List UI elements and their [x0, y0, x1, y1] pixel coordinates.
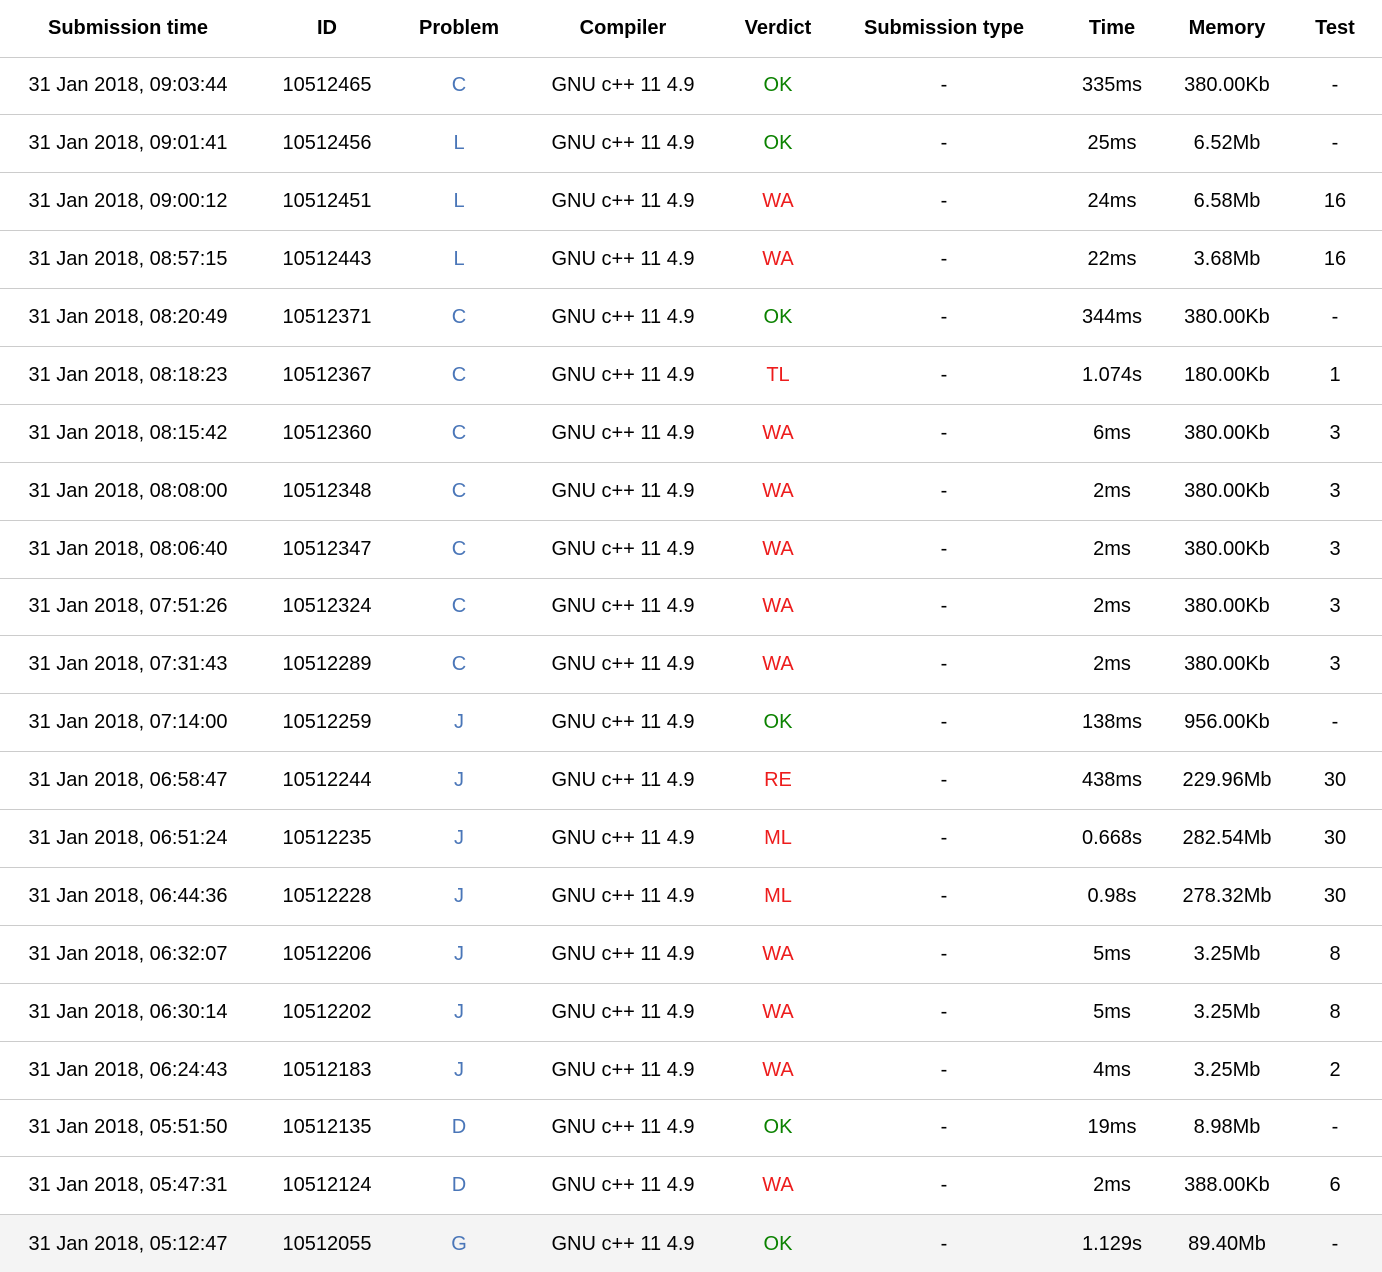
cell-test: 1: [1288, 346, 1382, 404]
cell-verdict: WA: [726, 231, 830, 289]
cell-time-submitted: 31 Jan 2018, 06:58:47: [0, 752, 256, 810]
cell-test: 3: [1288, 404, 1382, 462]
cell-time: 5ms: [1058, 925, 1166, 983]
cell-time: 6ms: [1058, 404, 1166, 462]
cell-verdict: WA: [726, 1041, 830, 1099]
cell-problem: [398, 173, 520, 231]
cell-submission-type: -: [830, 578, 1058, 636]
cell-test: 2: [1288, 1041, 1382, 1099]
table-row: [0, 925, 1382, 983]
column-header-id: ID: [256, 0, 398, 57]
cell-time-submitted: 31 Jan 2018, 05:47:31: [0, 1157, 256, 1215]
table-row: [0, 636, 1382, 694]
problem-link[interactable]: C: [451, 74, 467, 97]
cell-submission-type: -: [830, 694, 1058, 752]
problem-link[interactable]: J: [454, 769, 464, 792]
cell-verdict: OK: [726, 115, 830, 173]
cell-time-submitted: 31 Jan 2018, 06:51:24: [0, 810, 256, 868]
cell-memory: 8.98Mb: [1166, 1099, 1288, 1157]
cell-problem: [398, 1215, 520, 1272]
cell-problem: [398, 983, 520, 1041]
cell-time: 22ms: [1058, 231, 1166, 289]
cell-submission-type: -: [830, 231, 1058, 289]
cell-memory: 380.00Kb: [1166, 578, 1288, 636]
cell-problem: [398, 115, 520, 173]
cell-problem: [398, 752, 520, 810]
cell-test: -: [1288, 694, 1382, 752]
cell-verdict: TL: [726, 346, 830, 404]
cell-time: 24ms: [1058, 173, 1166, 231]
cell-id: 10512371: [256, 289, 398, 347]
problem-link[interactable]: C: [451, 421, 467, 444]
cell-submission-type: -: [830, 1157, 1058, 1215]
table-body: [0, 57, 1382, 1272]
cell-time-submitted: 31 Jan 2018, 09:03:44: [0, 57, 256, 115]
problem-link[interactable]: C: [451, 537, 467, 560]
cell-id: 10512465: [256, 57, 398, 115]
cell-time: 1.129s: [1058, 1215, 1166, 1272]
table-row: [0, 983, 1382, 1041]
column-header-time: Time: [1058, 0, 1166, 57]
cell-test: 3: [1288, 520, 1382, 578]
cell-submission-type: -: [830, 1041, 1058, 1099]
problem-link[interactable]: C: [451, 653, 467, 676]
cell-time-submitted: 31 Jan 2018, 08:15:42: [0, 404, 256, 462]
table-row: [0, 867, 1382, 925]
cell-verdict: WA: [726, 173, 830, 231]
table-row: [0, 1215, 1382, 1272]
cell-compiler: GNU c++ 11 4.9: [520, 1157, 726, 1215]
cell-id: 10512135: [256, 1099, 398, 1157]
cell-compiler: GNU c++ 11 4.9: [520, 404, 726, 462]
cell-test: 30: [1288, 810, 1382, 868]
cell-time: 0.668s: [1058, 810, 1166, 868]
cell-time-submitted: 31 Jan 2018, 09:00:12: [0, 173, 256, 231]
cell-compiler: GNU c++ 11 4.9: [520, 810, 726, 868]
cell-memory: 380.00Kb: [1166, 404, 1288, 462]
cell-verdict: OK: [726, 1099, 830, 1157]
cell-verdict: WA: [726, 520, 830, 578]
cell-id: 10512456: [256, 115, 398, 173]
cell-id: 10512451: [256, 173, 398, 231]
cell-test: 30: [1288, 752, 1382, 810]
cell-memory: 282.54Mb: [1166, 810, 1288, 868]
cell-memory: 956.00Kb: [1166, 694, 1288, 752]
cell-time: 344ms: [1058, 289, 1166, 347]
table-row: [0, 346, 1382, 404]
table-row: [0, 462, 1382, 520]
cell-problem: [398, 1099, 520, 1157]
cell-memory: 3.68Mb: [1166, 231, 1288, 289]
cell-compiler: GNU c++ 11 4.9: [520, 578, 726, 636]
cell-submission-type: -: [830, 346, 1058, 404]
column-header-time-submitted: Submission time: [0, 0, 256, 57]
cell-id: 10512443: [256, 231, 398, 289]
cell-problem: [398, 231, 520, 289]
cell-memory: 3.25Mb: [1166, 925, 1288, 983]
cell-time-submitted: 31 Jan 2018, 06:32:07: [0, 925, 256, 983]
cell-time: 138ms: [1058, 694, 1166, 752]
cell-test: 3: [1288, 636, 1382, 694]
cell-time-submitted: 31 Jan 2018, 09:01:41: [0, 115, 256, 173]
problem-link[interactable]: L: [453, 248, 465, 271]
problem-link[interactable]: C: [451, 595, 467, 618]
cell-time-submitted: 31 Jan 2018, 05:51:50: [0, 1099, 256, 1157]
cell-time: 2ms: [1058, 520, 1166, 578]
cell-time-submitted: 31 Jan 2018, 08:08:00: [0, 462, 256, 520]
column-header-verdict: Verdict: [726, 0, 830, 57]
cell-compiler: GNU c++ 11 4.9: [520, 1041, 726, 1099]
cell-memory: 6.52Mb: [1166, 115, 1288, 173]
cell-compiler: GNU c++ 11 4.9: [520, 1099, 726, 1157]
cell-test: -: [1288, 289, 1382, 347]
cell-submission-type: -: [830, 115, 1058, 173]
cell-time: 5ms: [1058, 983, 1166, 1041]
cell-verdict: WA: [726, 404, 830, 462]
column-header-compiler: Compiler: [520, 0, 726, 57]
cell-time-submitted: 31 Jan 2018, 07:14:00: [0, 694, 256, 752]
cell-id: 10512124: [256, 1157, 398, 1215]
cell-test: -: [1288, 1099, 1382, 1157]
column-header-problem: Problem: [398, 0, 520, 57]
table-row: [0, 404, 1382, 462]
table-row: [0, 57, 1382, 115]
cell-time-submitted: 31 Jan 2018, 08:18:23: [0, 346, 256, 404]
problem-link[interactable]: J: [454, 942, 464, 965]
cell-memory: 380.00Kb: [1166, 289, 1288, 347]
cell-compiler: GNU c++ 11 4.9: [520, 1215, 726, 1272]
cell-memory: 3.25Mb: [1166, 983, 1288, 1041]
table-row: [0, 694, 1382, 752]
table-row: [0, 173, 1382, 231]
problem-link[interactable]: C: [451, 363, 467, 386]
cell-problem: [398, 289, 520, 347]
cell-problem: [398, 346, 520, 404]
cell-id: 10512183: [256, 1041, 398, 1099]
cell-test: 6: [1288, 1157, 1382, 1215]
problem-link[interactable]: J: [454, 711, 464, 734]
problem-link[interactable]: C: [451, 479, 467, 502]
cell-submission-type: -: [830, 867, 1058, 925]
cell-memory: 380.00Kb: [1166, 520, 1288, 578]
problem-link[interactable]: D: [451, 1116, 467, 1139]
cell-id: 10512055: [256, 1215, 398, 1272]
column-header-test: Test: [1288, 0, 1382, 57]
column-header-submission-type: Submission type: [830, 0, 1058, 57]
cell-compiler: GNU c++ 11 4.9: [520, 462, 726, 520]
cell-test: 30: [1288, 867, 1382, 925]
problem-link[interactable]: J: [454, 1058, 464, 1081]
cell-problem: [398, 925, 520, 983]
cell-compiler: GNU c++ 11 4.9: [520, 520, 726, 578]
cell-test: 16: [1288, 173, 1382, 231]
cell-submission-type: -: [830, 520, 1058, 578]
cell-compiler: GNU c++ 11 4.9: [520, 115, 726, 173]
cell-time-submitted: 31 Jan 2018, 06:44:36: [0, 867, 256, 925]
cell-time: 2ms: [1058, 462, 1166, 520]
cell-time-submitted: 31 Jan 2018, 08:06:40: [0, 520, 256, 578]
cell-time-submitted: 31 Jan 2018, 07:31:43: [0, 636, 256, 694]
table-row: [0, 1041, 1382, 1099]
cell-test: -: [1288, 115, 1382, 173]
cell-compiler: GNU c++ 11 4.9: [520, 925, 726, 983]
cell-verdict: OK: [726, 694, 830, 752]
table-row: [0, 289, 1382, 347]
cell-problem: [398, 578, 520, 636]
problem-link[interactable]: J: [454, 1000, 464, 1023]
cell-test: 3: [1288, 462, 1382, 520]
problem-link[interactable]: G: [451, 1232, 467, 1255]
cell-time: 4ms: [1058, 1041, 1166, 1099]
cell-compiler: GNU c++ 11 4.9: [520, 173, 726, 231]
cell-id: 10512367: [256, 346, 398, 404]
cell-problem: [398, 462, 520, 520]
cell-submission-type: -: [830, 1099, 1058, 1157]
cell-problem: [398, 57, 520, 115]
cell-compiler: GNU c++ 11 4.9: [520, 752, 726, 810]
cell-compiler: GNU c++ 11 4.9: [520, 694, 726, 752]
cell-compiler: GNU c++ 11 4.9: [520, 346, 726, 404]
cell-problem: [398, 810, 520, 868]
problem-link[interactable]: L: [453, 190, 465, 213]
cell-submission-type: -: [830, 636, 1058, 694]
cell-id: 10512259: [256, 694, 398, 752]
cell-time: 335ms: [1058, 57, 1166, 115]
cell-time: 438ms: [1058, 752, 1166, 810]
cell-compiler: GNU c++ 11 4.9: [520, 983, 726, 1041]
cell-problem: [398, 636, 520, 694]
cell-id: 10512228: [256, 867, 398, 925]
cell-problem: [398, 867, 520, 925]
cell-compiler: GNU c++ 11 4.9: [520, 636, 726, 694]
cell-verdict: WA: [726, 462, 830, 520]
cell-time-submitted: 31 Jan 2018, 06:30:14: [0, 983, 256, 1041]
cell-compiler: GNU c++ 11 4.9: [520, 57, 726, 115]
cell-compiler: GNU c++ 11 4.9: [520, 867, 726, 925]
cell-verdict: ML: [726, 810, 830, 868]
cell-id: 10512324: [256, 578, 398, 636]
cell-verdict: WA: [726, 983, 830, 1041]
column-header-memory: Memory: [1166, 0, 1288, 57]
cell-problem: [398, 694, 520, 752]
table-row: [0, 810, 1382, 868]
cell-submission-type: -: [830, 752, 1058, 810]
cell-id: 10512289: [256, 636, 398, 694]
table-header-row: [0, 0, 1382, 57]
cell-memory: 380.00Kb: [1166, 636, 1288, 694]
cell-time-submitted: 31 Jan 2018, 07:51:26: [0, 578, 256, 636]
cell-time: 1.074s: [1058, 346, 1166, 404]
cell-submission-type: -: [830, 173, 1058, 231]
cell-verdict: WA: [726, 925, 830, 983]
problem-link[interactable]: L: [453, 132, 465, 155]
cell-submission-type: -: [830, 810, 1058, 868]
cell-time: 2ms: [1058, 578, 1166, 636]
cell-memory: 388.00Kb: [1166, 1157, 1288, 1215]
cell-memory: 229.96Mb: [1166, 752, 1288, 810]
cell-problem: [398, 1041, 520, 1099]
cell-time-submitted: 31 Jan 2018, 05:12:47: [0, 1215, 256, 1272]
cell-id: 10512235: [256, 810, 398, 868]
cell-test: 8: [1288, 983, 1382, 1041]
cell-id: 10512360: [256, 404, 398, 462]
cell-memory: 6.58Mb: [1166, 173, 1288, 231]
problem-link[interactable]: J: [454, 827, 464, 850]
cell-test: -: [1288, 57, 1382, 115]
cell-id: 10512244: [256, 752, 398, 810]
cell-memory: 380.00Kb: [1166, 57, 1288, 115]
cell-time-submitted: 31 Jan 2018, 08:57:15: [0, 231, 256, 289]
table-row: [0, 578, 1382, 636]
cell-submission-type: -: [830, 404, 1058, 462]
cell-test: 8: [1288, 925, 1382, 983]
cell-verdict: WA: [726, 578, 830, 636]
problem-link[interactable]: J: [454, 884, 464, 907]
cell-memory: 89.40Mb: [1166, 1215, 1288, 1272]
cell-submission-type: -: [830, 1215, 1058, 1272]
table-row: [0, 231, 1382, 289]
table-row: [0, 115, 1382, 173]
cell-verdict: WA: [726, 636, 830, 694]
cell-compiler: GNU c++ 11 4.9: [520, 289, 726, 347]
cell-problem: [398, 520, 520, 578]
cell-submission-type: -: [830, 983, 1058, 1041]
cell-id: 10512348: [256, 462, 398, 520]
cell-verdict: OK: [726, 1215, 830, 1272]
cell-verdict: RE: [726, 752, 830, 810]
cell-submission-type: -: [830, 462, 1058, 520]
cell-verdict: OK: [726, 289, 830, 347]
cell-submission-type: -: [830, 57, 1058, 115]
cell-id: 10512202: [256, 983, 398, 1041]
cell-time: 2ms: [1058, 636, 1166, 694]
cell-time: 2ms: [1058, 1157, 1166, 1215]
cell-verdict: OK: [726, 57, 830, 115]
cell-memory: 380.00Kb: [1166, 462, 1288, 520]
problem-link[interactable]: C: [451, 306, 467, 328]
cell-id: 10512347: [256, 520, 398, 578]
table-row: [0, 1099, 1382, 1157]
cell-problem: [398, 1157, 520, 1215]
table-row: [0, 1157, 1382, 1215]
cell-time: 19ms: [1058, 1099, 1166, 1157]
cell-time-submitted: 31 Jan 2018, 06:24:43: [0, 1041, 256, 1099]
cell-memory: 180.00Kb: [1166, 346, 1288, 404]
problem-link[interactable]: D: [451, 1174, 467, 1197]
cell-test: 16: [1288, 231, 1382, 289]
cell-verdict: ML: [726, 867, 830, 925]
cell-time: 0.98s: [1058, 867, 1166, 925]
cell-time: 25ms: [1058, 115, 1166, 173]
table-row: [0, 520, 1382, 578]
cell-test: 3: [1288, 578, 1382, 636]
cell-verdict: WA: [726, 1157, 830, 1215]
cell-submission-type: -: [830, 925, 1058, 983]
cell-time-submitted: 31 Jan 2018, 08:20:49: [0, 289, 256, 347]
cell-test: -: [1288, 1215, 1382, 1272]
cell-memory: 3.25Mb: [1166, 1041, 1288, 1099]
cell-problem: [398, 404, 520, 462]
table-row: [0, 752, 1382, 810]
cell-memory: 278.32Mb: [1166, 867, 1288, 925]
cell-id: 10512206: [256, 925, 398, 983]
cell-submission-type: -: [830, 289, 1058, 347]
cell-compiler: GNU c++ 11 4.9: [520, 231, 726, 289]
